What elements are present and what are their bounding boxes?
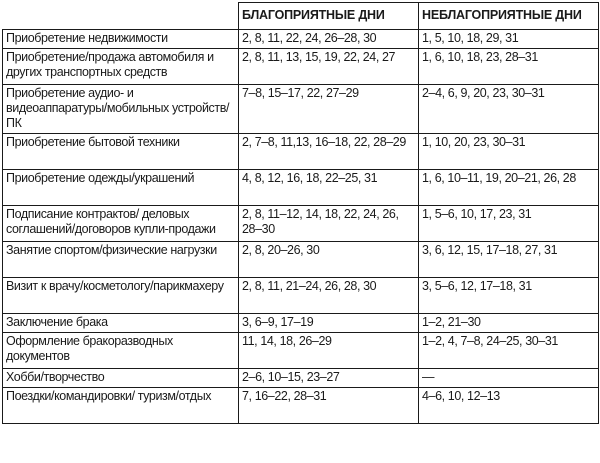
header-blank-cell: [3, 3, 239, 30]
activity-cell: Занятие спортом/физические нагрузки: [3, 242, 239, 278]
table-row: [3, 278, 599, 314]
favorable-cell: 2, 8, 11, 22, 24, 26–28, 30: [239, 30, 419, 49]
favorable-cell: 7, 16–22, 28–31: [239, 388, 419, 424]
activity-cell: Оформление бракоразводных документов: [3, 333, 239, 369]
favorable-cell: 3, 6–9, 17–19: [239, 314, 419, 333]
unfavorable-cell: 1–2, 21–30: [419, 314, 599, 333]
favorable-cell: 2, 8, 11–12, 14, 18, 22, 24, 26, 28–30: [239, 206, 419, 242]
unfavorable-cell: 1, 5–6, 10, 17, 23, 31: [419, 206, 599, 242]
activity-cell: Заключение брака: [3, 314, 239, 333]
favorable-cell: 11, 14, 18, 26–29: [239, 333, 419, 369]
activity-cell: Хобби/творчество: [3, 369, 239, 388]
favorable-cell: 2, 8, 11, 13, 15, 19, 22, 24, 27: [239, 49, 419, 85]
table-row: [3, 170, 599, 206]
activity-cell: Приобретение одежды/украшений: [3, 170, 239, 206]
favorable-days-table: [2, 2, 599, 424]
favorable-cell: 2, 8, 11, 21–24, 26, 28, 30: [239, 278, 419, 314]
activity-cell: Приобретение/продажа автомобиля и других транспортных средств: [3, 49, 239, 85]
favorable-cell: 7–8, 15–17, 22, 27–29: [239, 85, 419, 134]
table-row: [3, 134, 599, 170]
table-row: [3, 206, 599, 242]
unfavorable-cell: 1, 10, 20, 23, 30–31: [419, 134, 599, 170]
unfavorable-cell: 2–4, 6, 9, 20, 23, 30–31: [419, 85, 599, 134]
header-row: [3, 3, 599, 30]
table-row: [3, 333, 599, 369]
activity-cell: Визит к врачу/косметологу/парикмахеру: [3, 278, 239, 314]
header-unfavorable: НЕБЛАГОПРИЯТНЫЕ ДНИ: [419, 3, 599, 30]
unfavorable-cell: 3, 5–6, 12, 17–18, 31: [419, 278, 599, 314]
favorable-cell: 2–6, 10–15, 23–27: [239, 369, 419, 388]
unfavorable-cell: 1–2, 4, 7–8, 24–25, 30–31: [419, 333, 599, 369]
favorable-cell: 2, 7–8, 11,13, 16–18, 22, 28–29: [239, 134, 419, 170]
activity-cell: Приобретение аудио- и видеоаппаратуры/мобильных устройств/ПК: [3, 85, 239, 134]
unfavorable-cell: 1, 6, 10–11, 19, 20–21, 26, 28: [419, 170, 599, 206]
activity-cell: Приобретение недвижимости: [3, 30, 239, 49]
favorable-cell: 4, 8, 12, 16, 18, 22–25, 31: [239, 170, 419, 206]
unfavorable-cell: 1, 5, 10, 18, 29, 31: [419, 30, 599, 49]
table-row: [3, 314, 599, 333]
activity-cell: Подписание контрактов/ деловых соглашений/договоров купли-продажи: [3, 206, 239, 242]
table-row: [3, 242, 599, 278]
table-row: [3, 30, 599, 49]
activity-cell: Поездки/командировки/ туризм/отдых: [3, 388, 239, 424]
unfavorable-cell: 1, 6, 10, 18, 23, 28–31: [419, 49, 599, 85]
table-row: [3, 49, 599, 85]
unfavorable-cell: 4–6, 10, 12–13: [419, 388, 599, 424]
header-favorable: БЛАГОПРИЯТНЫЕ ДНИ: [239, 3, 419, 30]
activity-cell: Приобретение бытовой техники: [3, 134, 239, 170]
unfavorable-cell: 3, 6, 12, 15, 17–18, 27, 31: [419, 242, 599, 278]
table-row: [3, 388, 599, 424]
favorable-cell: 2, 8, 20–26, 30: [239, 242, 419, 278]
table-row: [3, 369, 599, 388]
table-row: [3, 85, 599, 134]
unfavorable-cell: —: [419, 369, 599, 388]
